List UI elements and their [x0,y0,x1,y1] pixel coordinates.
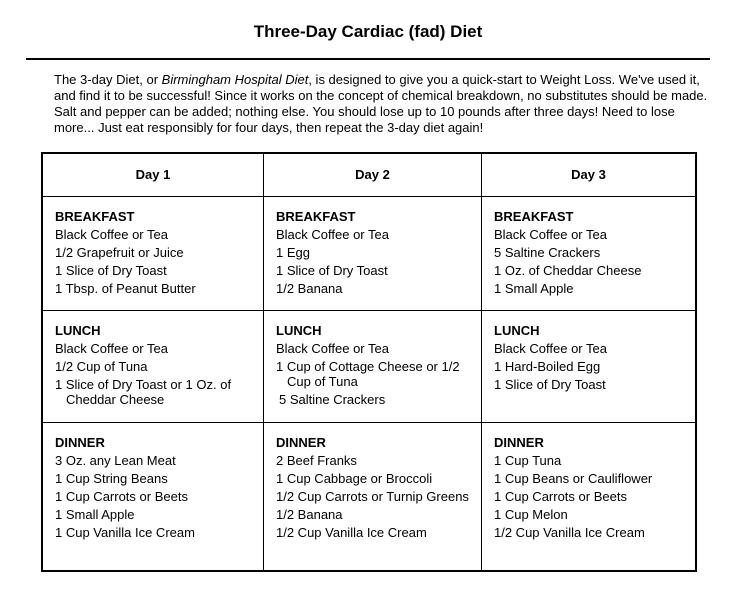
menu-item: Black Coffee or Tea [55,227,168,242]
menu-item: 1 Cup Melon [494,507,568,522]
menu-item: 1 Cup String Beans [55,471,168,486]
menu-item: 1 Cup Carrots or Beets [55,489,188,504]
intro-text-italic: Birmingham Hospital Diet [161,72,309,87]
day-1-header: Day 1 [43,154,264,197]
diet-table [41,152,697,572]
day-2-breakfast-cell [264,197,482,311]
day-3-dinner-cell [482,423,695,570]
meal-title: DINNER [494,435,544,450]
menu-item: 1 Cup Tuna [494,453,562,468]
intro-paragraph [54,72,714,136]
menu-item: 1 Cup Carrots or Beets [494,489,627,504]
menu-item: 1 Slice of Dry Toast [55,263,167,278]
menu-item: 1 Cup Cabbage or Broccoli [276,471,433,486]
menu-item: 5 Saltine Crackers [494,245,601,260]
menu-item: Black Coffee or Tea [494,227,607,242]
meal-title: DINNER [276,435,326,450]
meal-title: BREAKFAST [276,209,356,224]
day-3-breakfast-cell [482,197,695,311]
title-divider [26,58,710,60]
menu-item: 1 Hard-Boiled Egg [494,359,601,374]
meal-title: LUNCH [276,323,322,338]
menu-item: Black Coffee or Tea [55,341,168,356]
menu-item: 1/2 Cup Carrots or Turnip Greens [276,489,469,504]
menu-item: 1/2 Grapefruit or Juice [55,245,184,260]
menu-item: 1 Slice of Dry Toast [276,263,388,278]
day-1-dinner-cell [43,423,264,570]
meal-title: BREAKFAST [55,209,135,224]
menu-item: 1/2 Cup of Tuna [55,359,148,374]
menu-item: Black Coffee or Tea [276,227,389,242]
menu-item: 1/2 Banana [276,507,343,522]
menu-item: Black Coffee or Tea [276,341,389,356]
day-2-header: Day 2 [264,154,482,197]
menu-item: 1 Egg [276,245,310,260]
meal-title: LUNCH [494,323,540,338]
intro-text-start: The 3-day Diet, or [54,72,162,87]
day-1-breakfast-cell [43,197,264,311]
menu-item: 3 Oz. any Lean Meat [55,453,176,468]
intro-text-end: , is designed to give you a quick-start to Weight Loss. We've used it, and find it to be successful! Since it works on the concept of chemical breakdown, no substitutes should be made. Salt and pepper can be added; nothing else. You should lose up to 10 pounds after three days! Need to lose more... Just eat responsibly for four days, then repeat the 3-day diet again! [54,72,708,135]
menu-item: 1 Cup Beans or Cauliflower [494,471,653,486]
meal-title: LUNCH [55,323,101,338]
page-title: Three-Day Cardiac (fad) Diet [253,22,483,41]
menu-item: 1 Oz. of Cheddar Cheese [494,263,642,278]
menu-item: 2 Beef Franks [276,453,357,468]
menu-item: 1 Small Apple [494,281,574,296]
menu-item: 1 Tbsp. of Peanut Butter [55,281,196,296]
meal-title: BREAKFAST [494,209,574,224]
menu-item: Black Coffee or Tea [494,341,607,356]
menu-item: 1/2 Cup Vanilla Ice Cream [276,525,427,540]
day-3-header: Day 3 [482,154,695,197]
day-3-lunch-cell [482,311,695,423]
menu-item: 1/2 Cup Vanilla Ice Cream [494,525,645,540]
menu-item: 1 Slice of Dry Toast or 1 Oz. of Cheddar Cheese [55,377,232,407]
meal-title: DINNER [55,435,105,450]
day-2-lunch-cell [264,311,482,423]
menu-item: 1 Cup of Cottage Cheese or 1/2 Cup of Tuna [276,359,460,389]
menu-item: 5 Saltine Crackers [279,392,386,407]
day-2-dinner-cell [264,423,482,570]
menu-item: 1 Cup Vanilla Ice Cream [55,525,195,540]
day-1-lunch-cell [43,311,264,423]
menu-item: 1 Small Apple [55,507,135,522]
menu-item: 1/2 Banana [276,281,343,296]
menu-item: 1 Slice of Dry Toast [494,377,606,392]
